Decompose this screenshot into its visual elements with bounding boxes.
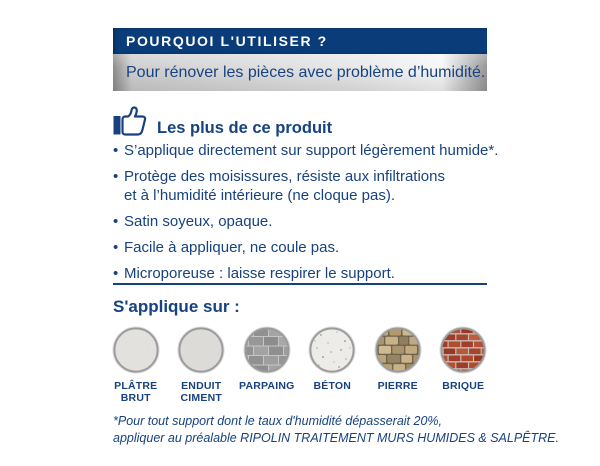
substrate-parpaing xyxy=(234,326,300,404)
cement-texture-image xyxy=(177,326,225,374)
benefit-item: • Satin soyeux, opaque. xyxy=(113,212,513,231)
substrates-row xyxy=(103,326,496,404)
benefit-item: • Protège des moisissures, résiste aux infiltrations et à l’humidité intérieure (ne cloque pas). xyxy=(113,167,513,205)
benefits-title: Les plus de ce produit xyxy=(157,119,333,137)
substrate-beton xyxy=(300,326,366,404)
section-title: POURQUOI L'UTILISER ? xyxy=(126,33,328,49)
divider-line xyxy=(113,283,487,285)
subtitle-bar xyxy=(113,54,487,91)
plaster-texture-image xyxy=(112,326,160,374)
stone-texture-image xyxy=(374,326,422,374)
thumbs-up-icon xyxy=(112,106,148,141)
substrate-enduit-ciment xyxy=(169,326,235,404)
substrate-label: BRIQUE xyxy=(442,380,485,392)
benefit-item: • Facile à appliquer, ne coule pas. xyxy=(113,238,513,257)
substrate-label: BÉTON xyxy=(313,380,352,392)
brick-texture-image xyxy=(439,326,487,374)
cinder-block-texture-image xyxy=(243,326,291,374)
substrate-label: ENDUIT CIMENT xyxy=(180,380,222,404)
footnote: *Pour tout support dont le taux d'humidité dépasserait 20%, appliquer au préalable RIPOLIN TRAITEMENT MURS HUMIDES & SALPÊTRE. xyxy=(113,414,559,445)
substrate-label: PIERRE xyxy=(377,380,418,392)
benefits-header xyxy=(112,106,332,141)
section-banner xyxy=(113,28,487,54)
benefits-list xyxy=(113,141,513,290)
substrate-label: PARPAING xyxy=(239,380,295,392)
substrate-brique xyxy=(431,326,497,404)
substrate-pierre xyxy=(365,326,431,404)
substrate-label: PLÂTRE BRUT xyxy=(114,380,158,404)
subtitle-text: Pour rénover les pièces avec problème d’humidité. xyxy=(126,63,486,81)
benefit-item: • S’applique directement sur support légèrement humide*. xyxy=(113,141,513,160)
benefit-item: • Microporeuse : laisse respirer le support. xyxy=(113,264,513,283)
concrete-texture-image xyxy=(308,326,356,374)
applies-on-title: S'applique sur : xyxy=(113,297,240,316)
substrate-platre-brut xyxy=(103,326,169,404)
